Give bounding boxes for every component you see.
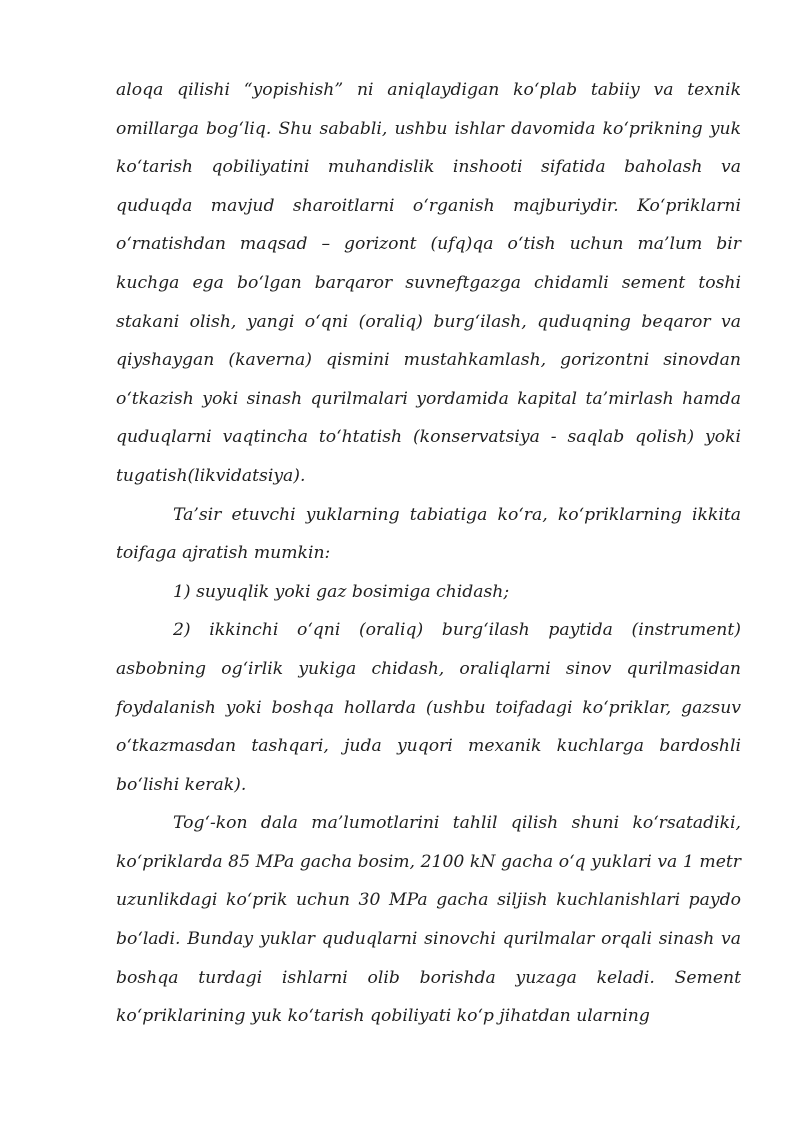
list-item-1: 1) suyuqlik yoki gaz bosimiga chidash; — [173, 581, 510, 602]
body-text — [116, 71, 741, 1036]
paragraph-field-data: Tog‘-kon dala ma’lumotlarini tahlil qilish shuni ko‘rsatadiki, ko‘priklarda 85 MPa gacha bosim, 2100 kN gacha o‘q yuklari va 1 metr uzunlikdagi ko‘prik uchun 30 MPa gacha siljish kuchlanishlari paydo bo‘ladi. Bunday yuklar quduqlarni sinovchi qurilmalar orqali sinash va boshqa turdagi ishlarni olib borishda yuzaga keladi. Sement ko‘priklarining yuk ko‘tarish qobiliyati ko‘p jihatdan ularning — [116, 813, 741, 1027]
paragraph-categories-intro: Ta’sir etuvchi yuklarning tabiatiga ko‘ra, ko‘priklarning ikkita toifaga ajratish mumkin: — [116, 504, 741, 564]
paragraph-continuation: aloqa qilishi “yopishish” ni aniqlaydigan ko‘plab tabiiy va texnik omillarga bog‘liq. Shu sababli, ushbu ishlar davomida ko‘prikning yuk ko‘tarish qobiliyatini muhandislik inshooti sifatida baholash va quduqda mavjud sharoitlarni o‘rganish majburiydir. Ko‘priklarni o‘rnatishdan maqsad – gorizont (ufq)qa o‘tish uchun ma’lum bir kuchga ega bo‘lgan barqaror suvneftgazga chidamli sement toshi stakani olish, yangi o‘qni (oraliq) burg‘ilash, quduqning beqaror va qiyshaygan (kaverna) qismini mustahkamlash, gorizontni sinovdan o‘tkazish yoki sinash qurilmalari yordamida kapital ta’mirlash hamda quduqlarni vaqtincha to‘htatish (konservatsiya - saqlab qolish) yoki tugatish(likvidatsiya). — [116, 80, 741, 486]
list-item-2: 2) ikkinchi o‘qni (oraliq) burg‘ilash paytida (instrument) asbobning og‘irlik yukiga chidash, oraliqlarni sinov qurilmasidan foydalanish yoki boshqa hollarda (ushbu toifadagi ko‘priklar, gazsuv o‘tkazmasdan tashqari, juda yuqori mexanik kuchlarga bardoshli bo‘lishi kerak). — [116, 620, 741, 795]
